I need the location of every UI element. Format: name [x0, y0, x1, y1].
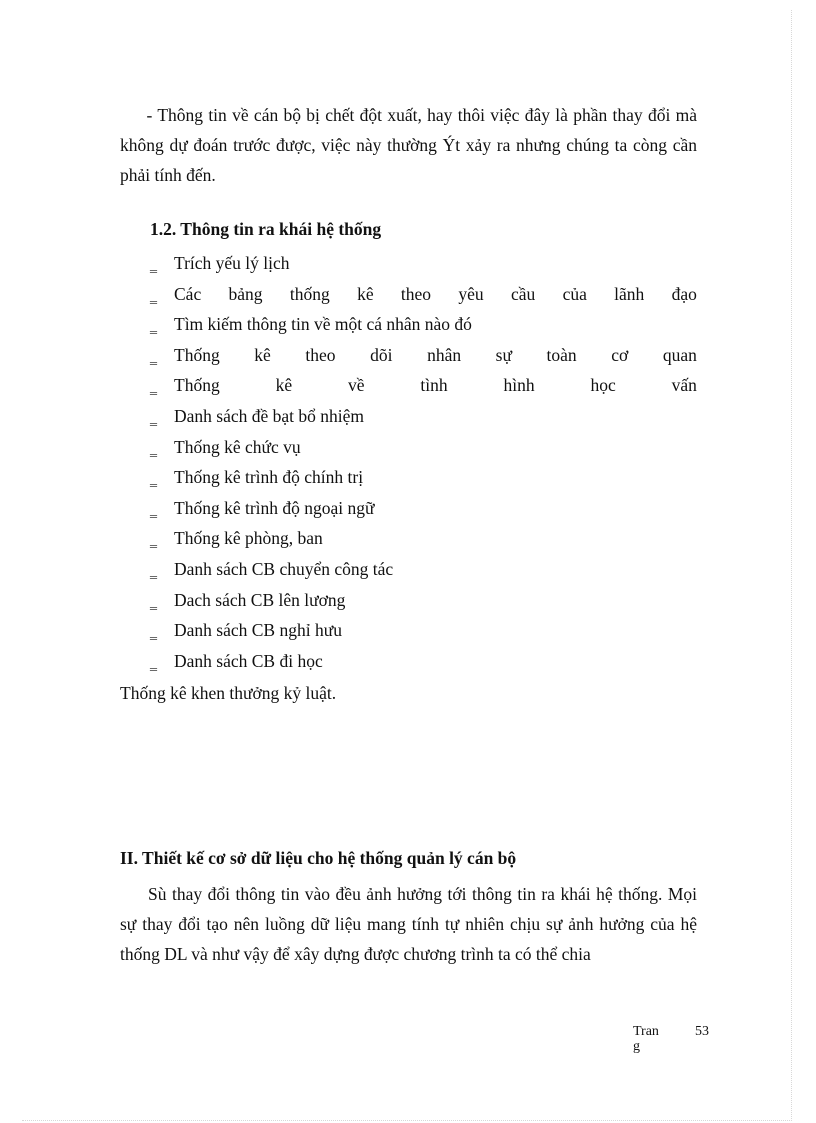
- bullet-icon: ‗: [150, 441, 157, 457]
- bullet-icon: ‗: [150, 533, 157, 549]
- bullet-icon: ‗: [150, 288, 157, 304]
- list-word: học: [590, 375, 616, 396]
- list-word: cơ: [611, 344, 629, 365]
- list-word: nhân: [427, 344, 462, 365]
- list-word: kê: [254, 344, 271, 365]
- list-word: bảng: [228, 283, 263, 304]
- list-word: toàn: [546, 344, 577, 365]
- list-item: ‗ Danh sách CB nghỉ hưu: [150, 615, 697, 646]
- section-2-paragraph: Sù thay đổi thông tin vào đều ảnh hưởng tới thông tin ra khái hệ thống. Mọi sự thay đổi tạo nên luồng dữ liệu mang tính tự nhiên chịu sự ảnh hưởng của hệ thống DL và như vậy để xây dựng được chương trình ta có thể chia: [120, 884, 697, 964]
- list-word: Các: [174, 283, 202, 304]
- list-word: kê: [275, 375, 293, 396]
- bullet-icon: ‗: [150, 502, 157, 518]
- list-item: ‗ Thống kê chức vụ: [150, 432, 697, 463]
- bullet-icon: ‗: [150, 655, 157, 671]
- list-word: yêu: [458, 283, 484, 304]
- list-word: của: [562, 283, 587, 304]
- intro-paragraph: [120, 100, 697, 190]
- bullet-icon: ‗: [150, 563, 157, 579]
- bullet-icon: ‗: [150, 594, 157, 610]
- list-item: [150, 279, 697, 310]
- list-word: cầu: [510, 283, 536, 304]
- list-word: sự: [495, 344, 512, 365]
- list-word: Thống: [174, 375, 220, 396]
- footer-page-number: 53: [695, 1024, 709, 1039]
- list-word: đạo: [671, 283, 697, 304]
- bullet-icon: ‗: [150, 472, 157, 488]
- list-word: lãnh: [614, 283, 645, 304]
- list-word: vấn: [671, 375, 697, 396]
- list-item: ‗ Thống kê phòng, ban: [150, 523, 697, 554]
- list-item: ‗ Danh sách CB đi học: [150, 646, 697, 677]
- list-word: tình: [420, 375, 448, 396]
- list-item: [150, 340, 697, 371]
- list-item: ‗ Dach sách CB lên lương: [150, 585, 697, 616]
- bullet-icon: ‗: [150, 625, 157, 641]
- intro-paragraph-text: - Thông tin về cán bộ bị chết đột xuất, hay thôi việc đây là phần thay đổi mà không dự đoán trước được, việc này thường Ýt xảy ra nhưng chúng ta còng cần phải tính đến.: [120, 105, 697, 185]
- list-item: ‗ Thống kê trình độ ngoại ngữ: [150, 493, 697, 524]
- trailing-line: Thống kê khen thưởng kỷ luật.: [120, 683, 337, 703]
- list-word: theo: [305, 344, 336, 365]
- list-item: ‗ Danh sách đề bạt bổ nhiệm: [150, 401, 697, 432]
- footer-page-label: Trang: [633, 1024, 659, 1054]
- bullet-icon: ‗: [150, 319, 157, 335]
- list-word: theo: [400, 283, 432, 304]
- list-word: dõi: [370, 344, 393, 365]
- list-word: quan: [662, 344, 697, 365]
- list-word: hình: [503, 375, 535, 396]
- section-1-2-heading: 1.2. Thông tin ra khái hệ thống: [150, 219, 382, 239]
- list-item: ‗ Danh sách CB chuyển công tác: [150, 554, 697, 585]
- output-info-list: [150, 248, 697, 676]
- list-word: thống: [289, 283, 330, 304]
- bullet-icon: ‗: [150, 380, 157, 396]
- list-word: Thống: [174, 344, 220, 365]
- list-word: về: [347, 375, 365, 396]
- list-word: kê: [357, 283, 374, 304]
- section-2-heading: II. Thiết kế cơ sở dữ liệu cho hệ thống quản lý cán bộ: [120, 848, 517, 868]
- list-item: ‗ Tìm kiếm thông tin về một cá nhân nào đó: [150, 309, 697, 340]
- bullet-icon: ‗: [150, 410, 157, 426]
- list-item: ‗ Trích yếu lý lịch: [150, 248, 697, 279]
- list-item: [150, 370, 697, 401]
- bullet-icon: ‗: [150, 349, 157, 365]
- bullet-icon: ‗: [150, 258, 157, 273]
- list-item: ‗ Thống kê trình độ chính trị: [150, 462, 697, 493]
